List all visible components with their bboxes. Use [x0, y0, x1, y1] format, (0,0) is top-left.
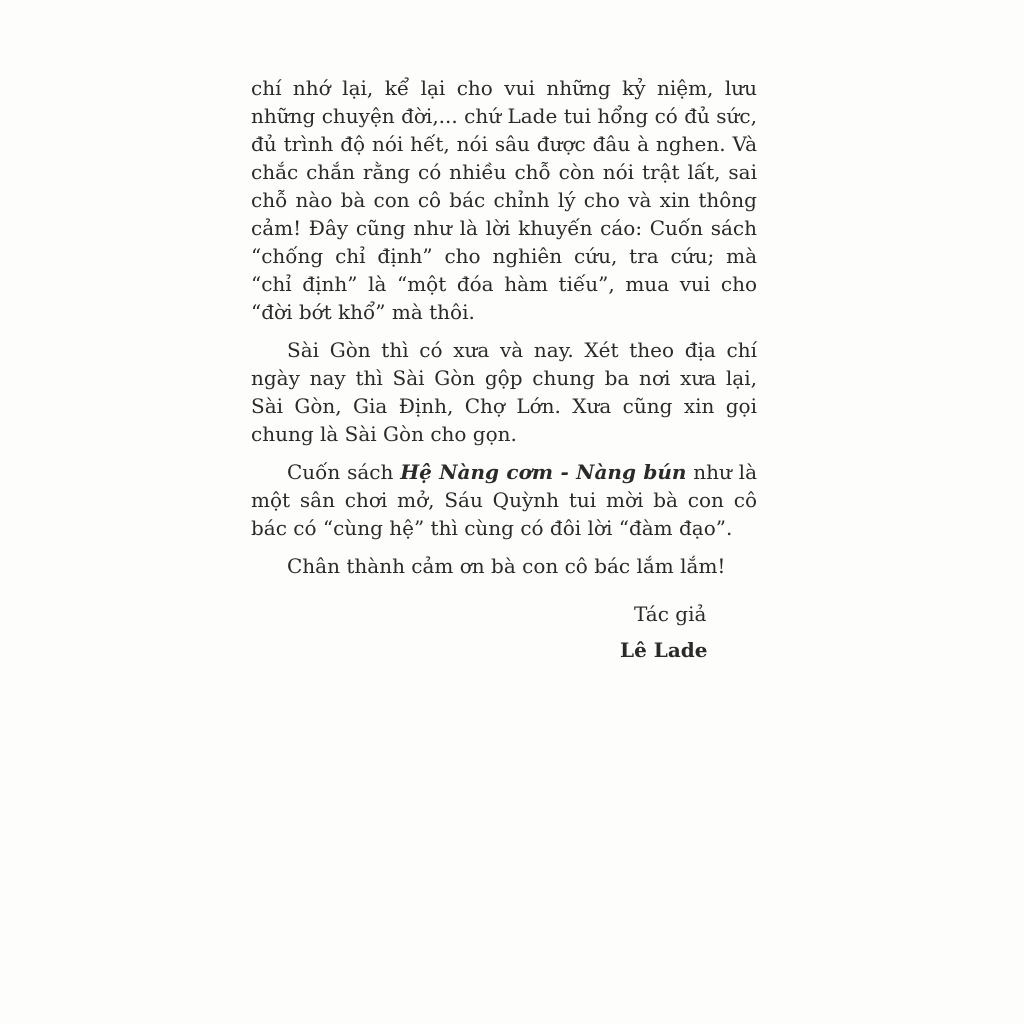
- paragraph-3: [251, 458, 757, 542]
- paragraph-2: Sài Gòn thì có xưa và nay. Xét theo địa chí ngày nay thì Sài Gòn gộp chung ba nơi xưa lại, Sài Gòn, Gia Định, Chợ Lớn. Xưa cũng xin gọi chung là Sài Gòn cho gọn.: [251, 338, 757, 446]
- author-signature: [620, 600, 820, 664]
- author-name: Lê Lade: [620, 638, 708, 662]
- body-text: [251, 74, 757, 580]
- author-role: Tác giả: [634, 602, 707, 626]
- book-title: Hệ Nàng cơm - Nàng bún: [400, 460, 687, 484]
- paragraph-1: chí nhớ lại, kể lại cho vui những kỷ niệm, lưu những chuyện đời,... chứ Lade tui hổng có đủ sức, đủ trình độ nói hết, nói sâu được đâu à nghen. Và chắc chắn rằng có nhiều chỗ còn nói trật lất, sai chỗ nào bà con cô bác chỉnh lý cho và xin thông cảm! Đây cũng như là lời khuyến cáo: Cuốn sách “chống chỉ định” cho nghiên cứu, tra cứu; mà “chỉ định” là “một đóa hàm tiếu”, mua vui cho “đời bớt khổ” mà thôi.: [251, 76, 757, 324]
- paragraph-4: Chân thành cảm ơn bà con cô bác lắm lắm!: [287, 554, 726, 578]
- paragraph-3-rest: như là một sân chơi mở, Sáu Quỳnh tui mời bà con cô bác có “cùng hệ” thì cùng có đôi lời “đàm đạo”.: [251, 460, 758, 540]
- paragraph-3-lead: Cuốn sách: [287, 460, 401, 484]
